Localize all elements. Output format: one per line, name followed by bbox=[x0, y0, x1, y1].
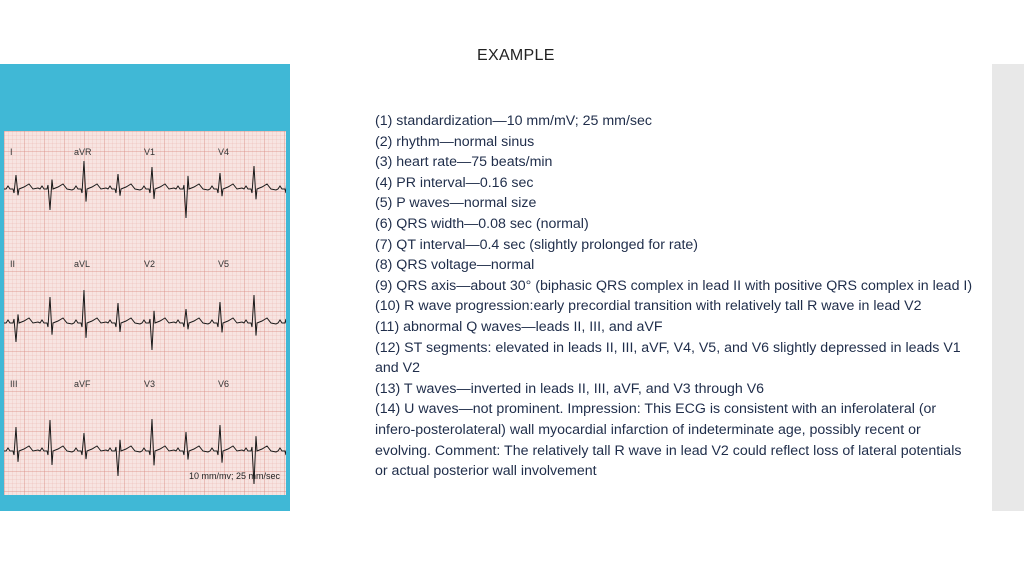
note-item: (9) QRS axis—about 30° (biphasic QRS complex in lead II with positive QRS complex in lead I) bbox=[375, 277, 973, 294]
lead-label: I bbox=[10, 147, 13, 157]
note-item: (3) heart rate—75 beats/min bbox=[375, 154, 553, 171]
lead-label: aVF bbox=[74, 379, 91, 389]
lead-label: V2 bbox=[144, 259, 156, 269]
note-item: (12) ST segments: elevated in leads II, III, aVF, V4, V5, and V6 slightly depressed in leads V1 and V2 bbox=[375, 339, 961, 377]
ecg-svg bbox=[4, 131, 286, 495]
note-item: (8) QRS voltage—normal bbox=[375, 257, 535, 274]
lead-label: V4 bbox=[218, 147, 230, 157]
note-item: (5) P waves—normal size bbox=[375, 195, 537, 212]
note-item: (14) U waves—not prominent. Impression: This ECG is consistent with an inferolateral (or infero-posterolateral) wall myocardial infarction of indeterminate age, possibly recent or evolving. Comment: The relatively tall R wave in lead V2 could reflect loss of lateral potentials or actual posterior wall involvement bbox=[375, 401, 962, 480]
note-item: (2) rhythm—normal sinus bbox=[375, 133, 535, 150]
ecg-strip bbox=[4, 131, 286, 495]
lead-label: V6 bbox=[218, 379, 230, 389]
note-item: (6) QRS width—0.08 sec (normal) bbox=[375, 215, 589, 232]
lead-label: V1 bbox=[144, 147, 156, 157]
calibration-label: 10 mm/mv; 25 mm/sec bbox=[188, 471, 280, 481]
note-item: (1) standardization—10 mm/mV; 25 mm/sec bbox=[375, 113, 653, 129]
note-item: (7) QT interval—0.4 sec (slightly prolonged for rate) bbox=[375, 236, 699, 253]
lead-label: II bbox=[10, 259, 16, 269]
note-item: (13) T waves—inverted in leads II, III, aVF, and V3 through V6 bbox=[375, 380, 765, 397]
note-item: (10) R wave progression:early precordial transition with relatively tall R wave in lead V2 bbox=[375, 298, 922, 315]
lead-label: aVR bbox=[74, 147, 92, 157]
lead-label: III bbox=[10, 379, 18, 389]
lead-label: V3 bbox=[144, 379, 156, 389]
note-item: (4) PR interval—0.16 sec bbox=[375, 174, 534, 191]
ecg-grid bbox=[4, 131, 286, 495]
lead-label: aVL bbox=[74, 259, 91, 269]
lead-label: V5 bbox=[218, 259, 230, 269]
side-bar bbox=[992, 64, 1024, 511]
slide-title: EXAMPLE bbox=[477, 47, 555, 64]
interpretation-notes bbox=[375, 111, 975, 482]
note-item: (11) abnormal Q waves—leads II, III, and aVF bbox=[375, 318, 663, 335]
